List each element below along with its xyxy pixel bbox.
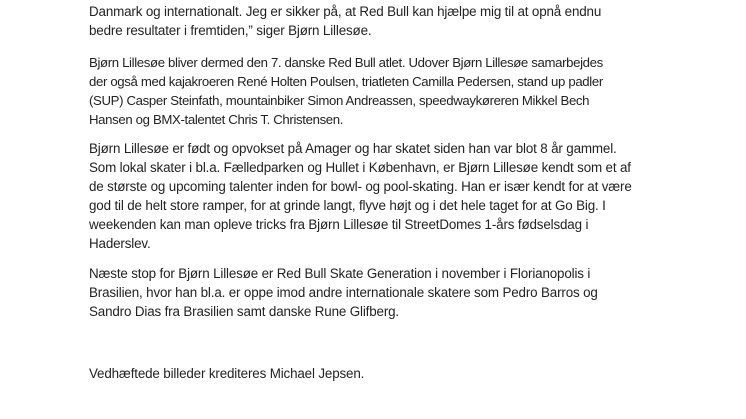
text-line: Som lokal skater i bl.a. Fælledparken og Hullet i København, er Bjørn Lillesøe kendt som et af [89, 160, 631, 175]
text-line: bedre resultater i fremtiden,” siger Bjørn Lillesøe. [89, 23, 372, 38]
paragraph-red-bull-athletes [89, 53, 603, 129]
text-line: Danmark og internationalt. Jeg er sikker på, at Red Bull kan hjælpe mig til at opnå endnu [89, 4, 602, 19]
paragraph-next-stop [89, 264, 598, 321]
text-line: Bjørn Lillesøe er født og opvokset på Amager og har skatet siden han var blot 8 år gammel. [89, 141, 617, 156]
text-line: de største og upcoming talenter inden for bowl- og pool-skating. Han er især kendt for at være [89, 179, 632, 194]
text-line: Sandro Dias fra Brasilien samt danske Rune Glifberg. [89, 304, 400, 319]
text-line: god til de helt store ramper, for at grinde langt, flyve højt og i det hele taget for at Go Big. I [89, 198, 606, 213]
text-line: Bjørn Lillesøe bliver dermed den 7. danske Red Bull atlet. Udover Bjørn Lillesøe samarbejdes [89, 55, 603, 70]
text-line: Næste stop for Bjørn Lillesøe er Red Bull Skate Generation i november i Florianopolis i [89, 266, 591, 281]
text-line: Vedhæftede billeder krediteres Michael Jepsen. [89, 366, 365, 381]
text-line: weekenden kan man opleve tricks fra Bjørn Lillesøe til StreetDomes 1-års fødselsdag i [89, 217, 589, 232]
text-line: Haderslev. [89, 236, 151, 251]
text-line: Brasilien, hvor han bl.a. er oppe imod andre internationale skatere som Pedro Barros og [89, 285, 598, 300]
paragraph-quote-ending [89, 2, 601, 40]
paragraph-biography [89, 139, 632, 253]
text-line: Hansen og BMX-talentet Chris T. Christensen. [89, 112, 344, 127]
paragraph-photo-credit [89, 364, 364, 383]
text-line: der også med kajakroeren René Holten Poulsen, triatleten Camilla Pedersen, stand up padler [89, 74, 603, 89]
text-line: (SUP) Casper Steinfath, mountainbiker Simon Andreassen, speedwaykøreren Mikkel Bech [89, 93, 590, 108]
